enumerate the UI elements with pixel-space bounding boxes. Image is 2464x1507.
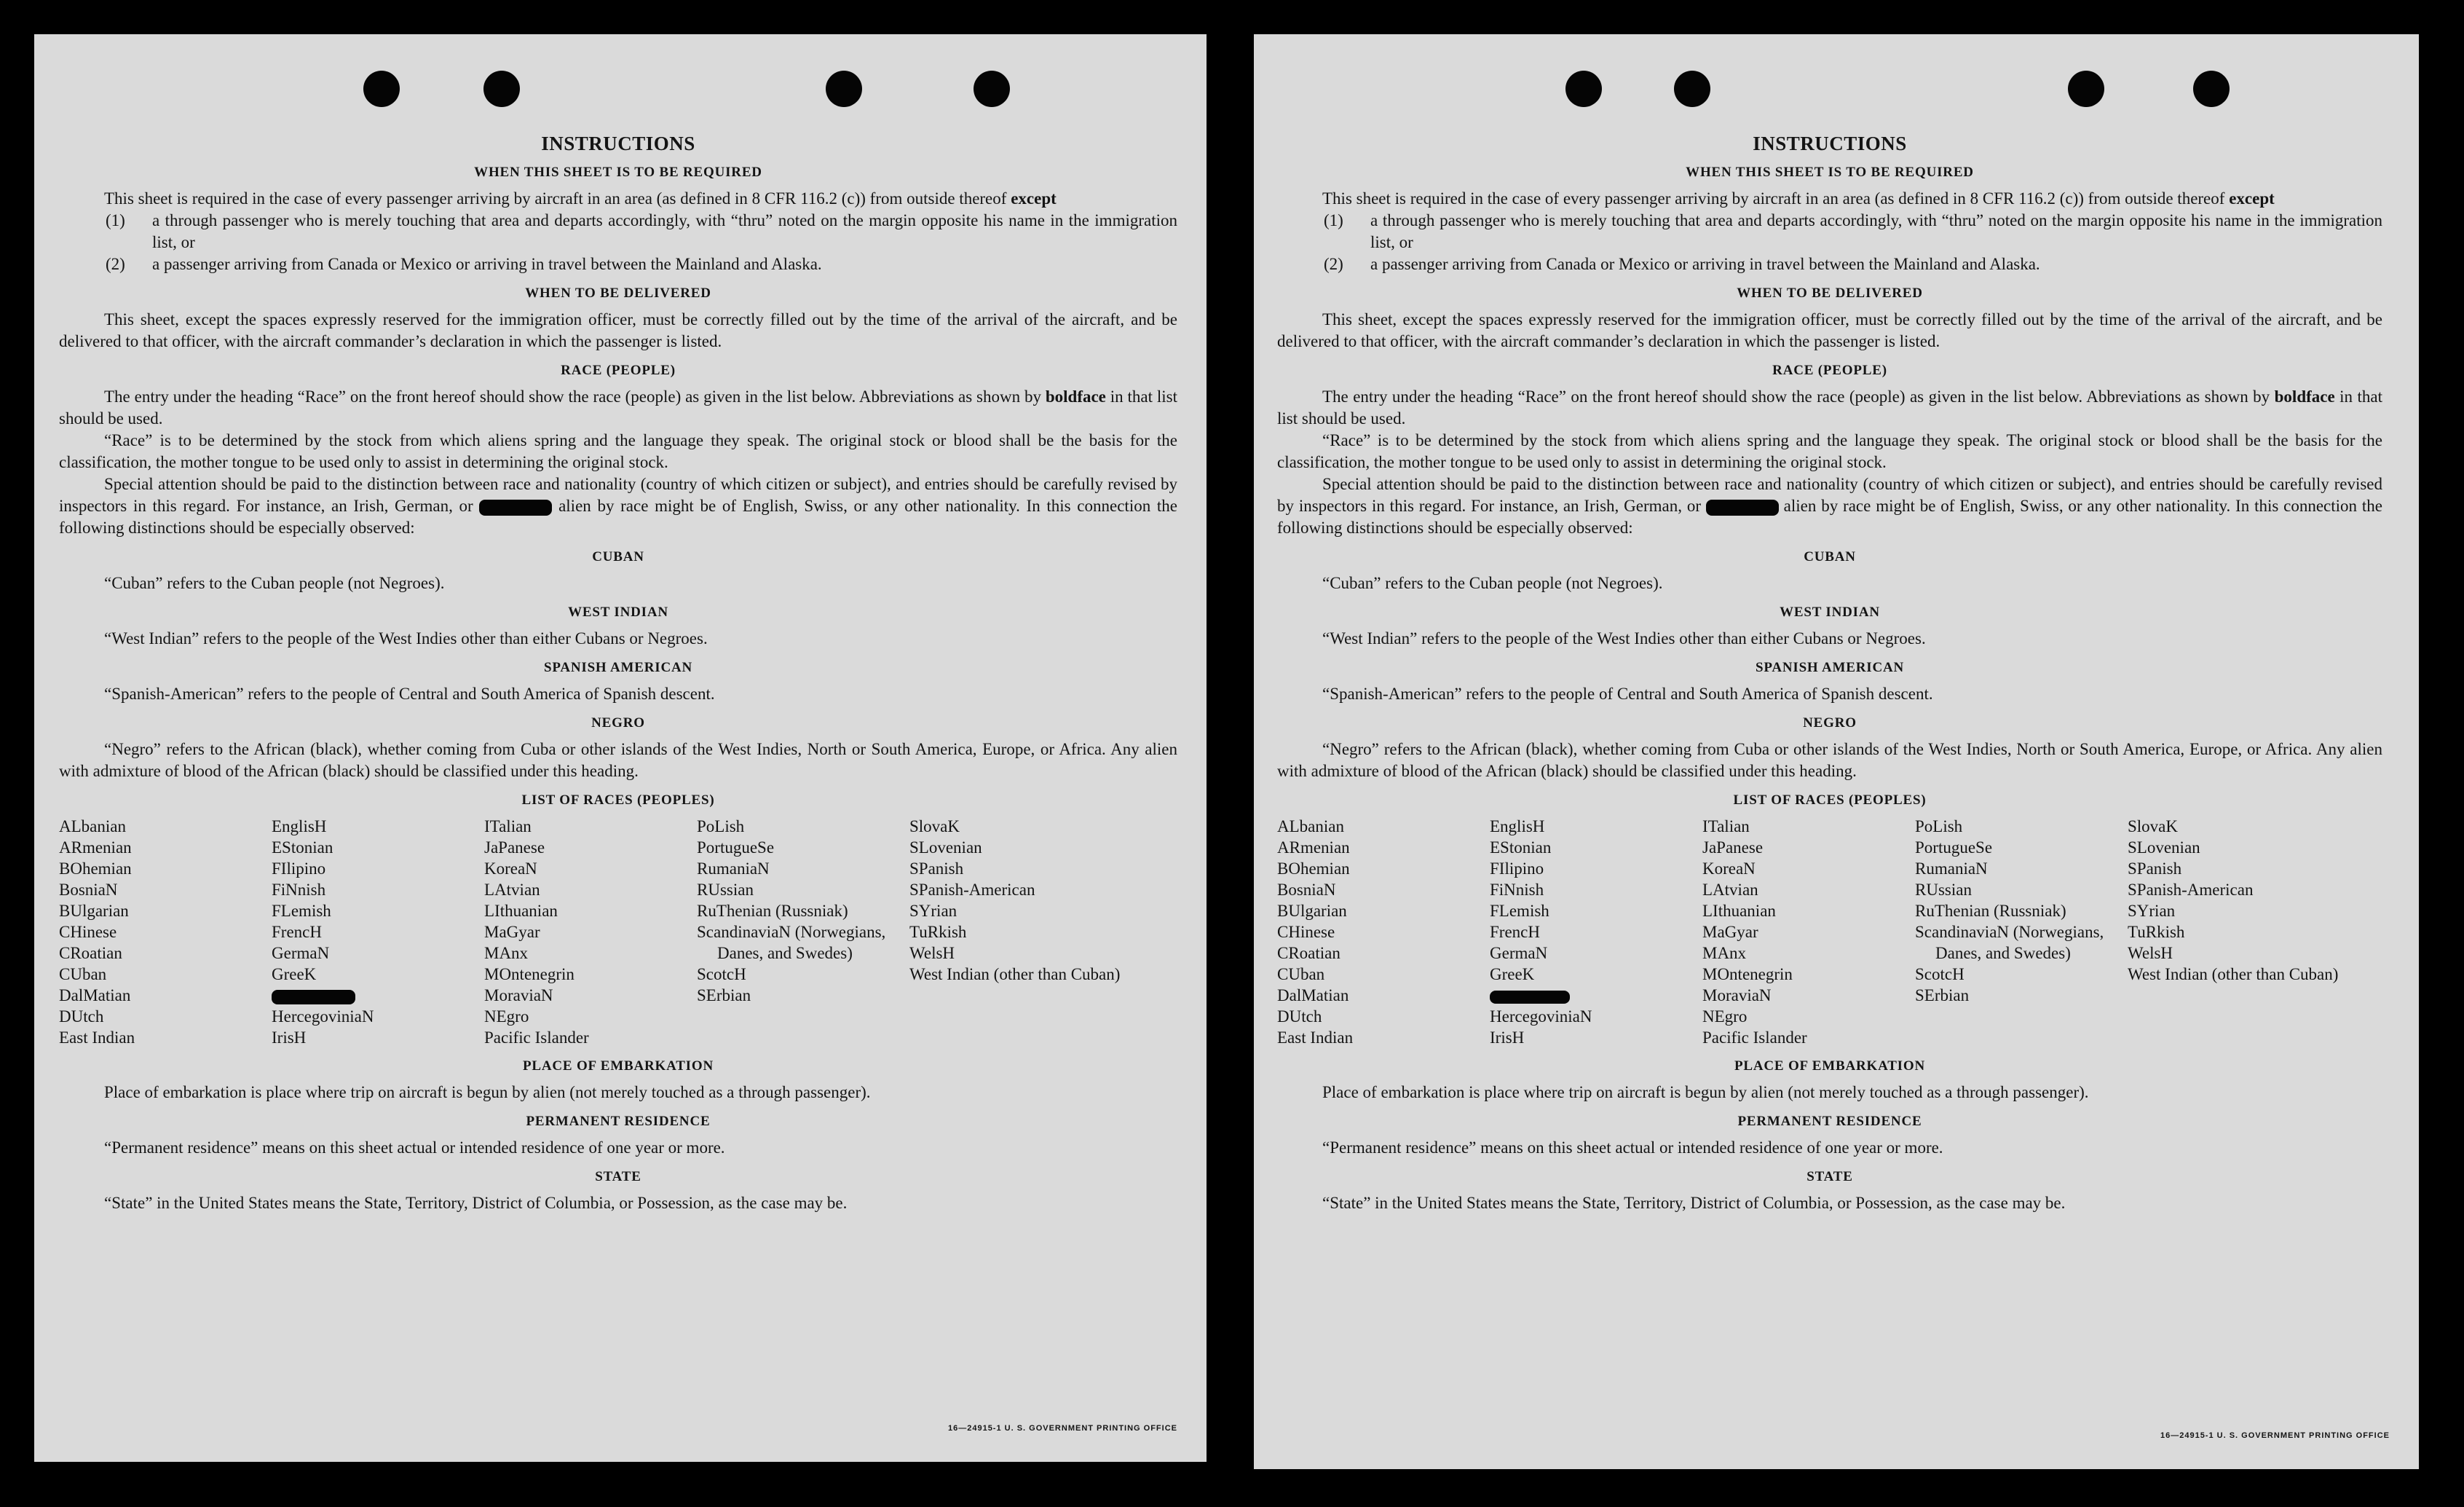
paragraph: The entry under the heading “Race” on the front hereof should show the race (people) as given in the list below. Abbreviations as shown by boldface in that list should be used. bbox=[59, 387, 1178, 428]
race-item: FIlipino bbox=[272, 859, 326, 878]
race-column bbox=[1277, 816, 1490, 1048]
race-item: SlovaK bbox=[909, 817, 960, 835]
race-item: SPanish bbox=[909, 859, 964, 878]
paragraph: This sheet is required in the case of every passenger arriving by aircraft in an area (as defined in 8 CFR 116.2 (c)) from outside thereof except bbox=[1322, 189, 2275, 208]
race-column bbox=[909, 816, 1122, 1048]
punch-hole bbox=[826, 71, 862, 107]
race-item: EStonian bbox=[272, 838, 333, 857]
race-item: BUlgarian bbox=[59, 902, 129, 920]
race-item: WelsH bbox=[909, 944, 955, 962]
race-item: BOhemian bbox=[1277, 859, 1350, 878]
page-title: INSTRUCTIONS bbox=[1753, 133, 1907, 154]
section-heading: STATE bbox=[1806, 1169, 1853, 1184]
race-item: TuRkish bbox=[2128, 923, 2185, 941]
section-heading: WHEN TO BE DELIVERED bbox=[1737, 286, 1923, 301]
section-heading: RACE (PEOPLE) bbox=[1772, 363, 1887, 378]
section-heading: PERMANENT RESIDENCE bbox=[1737, 1114, 1922, 1129]
paragraph: “Race” is to be determined by the stock from which aliens spring and the language they speak. The original stock or blood shall be the basis for the classification, the mother tongue to be used only to assist in determining the original stock. bbox=[59, 431, 1177, 471]
race-item: WelsH bbox=[2128, 944, 2173, 962]
race-list bbox=[59, 816, 1177, 1048]
race-item: RUssian bbox=[697, 881, 754, 899]
race-item: SLovenian bbox=[2128, 838, 2200, 857]
punch-hole bbox=[2193, 71, 2230, 107]
race-column bbox=[1915, 816, 2128, 1048]
race-column bbox=[697, 816, 909, 1048]
race-item: NEgro bbox=[484, 1007, 529, 1026]
section-heading: PLACE OF EMBARKATION bbox=[1734, 1058, 1925, 1074]
exception-item: (2) a passenger arriving from Canada or Mexico or arriving in travel between the Mainland and Alaska. bbox=[1324, 255, 2040, 273]
paragraph: “Negro” refers to the African (black), whether coming from Cuba or other islands of the West Indies, North or South America, Europe, or Africa. Any alien with admixture of blood of the African (black) should be classified under this heading. bbox=[1277, 740, 2382, 780]
race-item: SPanish-American bbox=[909, 881, 1035, 899]
paragraph: “Cuban” refers to the Cuban people (not Negroes). bbox=[104, 574, 445, 592]
section-heading: RACE (PEOPLE) bbox=[561, 363, 676, 378]
race-item: RuThenian (Russniak) bbox=[1915, 902, 2066, 920]
paragraph: Place of embarkation is place where trip on aircraft is begun by alien (not merely touched as a through passenger). bbox=[1322, 1083, 2089, 1101]
section-heading: WEST INDIAN bbox=[568, 605, 668, 620]
race-item: FIlipino bbox=[1490, 859, 1544, 878]
race-item: RumaniaN bbox=[697, 859, 770, 878]
section-heading: WEST INDIAN bbox=[1780, 605, 1880, 620]
race-item: GreeK bbox=[272, 965, 317, 983]
race-item: MOntenegrin bbox=[1702, 965, 1793, 983]
section-heading: WHEN THIS SHEET IS TO BE REQUIRED bbox=[474, 165, 762, 180]
race-item: CUban bbox=[59, 965, 107, 983]
race-item: CUban bbox=[1277, 965, 1325, 983]
race-item: MAnx bbox=[1702, 944, 1747, 962]
race-item: JaPanese bbox=[484, 838, 545, 857]
race-item: MaGyar bbox=[484, 923, 540, 941]
race-item: CRoatian bbox=[1277, 944, 1340, 962]
section-heading: NEGRO bbox=[591, 715, 645, 731]
race-column bbox=[1490, 816, 1702, 1048]
race-item: GermaN bbox=[272, 944, 330, 962]
race-item: EnglisH bbox=[272, 817, 327, 835]
race-item: BosniaN bbox=[59, 881, 118, 899]
race-item: Pacific Islander bbox=[1702, 1028, 1807, 1047]
race-item: PortugueSe bbox=[1915, 838, 1993, 857]
paragraph: “Spanish-American” refers to the people of Central and South America of Spanish descent. bbox=[1322, 685, 1933, 703]
race-item: CHinese bbox=[1277, 923, 1335, 941]
race-item: MOntenegrin bbox=[484, 965, 574, 983]
paragraph: “State” in the United States means the State, Territory, District of Columbia, or Possession, as the case may be. bbox=[104, 1194, 848, 1212]
race-item: LAtvian bbox=[1702, 881, 1758, 899]
paragraph: “Permanent residence” means on this sheet actual or intended residence of one year or more. bbox=[1322, 1138, 1943, 1157]
race-item: ScotcH bbox=[1915, 965, 1965, 983]
punch-hole bbox=[483, 71, 520, 107]
punch-hole bbox=[363, 71, 400, 107]
page-content bbox=[59, 133, 1177, 1447]
exception-item: (2) a passenger arriving from Canada or Mexico or arriving in travel between the Mainland and Alaska. bbox=[106, 255, 822, 273]
paragraph: “Cuban” refers to the Cuban people (not Negroes). bbox=[1322, 574, 1663, 592]
race-column bbox=[484, 816, 697, 1048]
paragraph: This sheet, except the spaces expressly reserved for the immigration officer, must be correctly filled out by the time of the arrival of the aircraft, and be delivered to that officer, with the aircraft commander’s declaration in which the passenger is listed. bbox=[1277, 310, 2382, 350]
race-item: MoraviaN bbox=[1702, 986, 1772, 1004]
race-item: PoLish bbox=[1915, 817, 1963, 835]
race-item: BOhemian bbox=[59, 859, 132, 878]
race-item: FLemish bbox=[272, 902, 331, 920]
paragraph: Place of embarkation is place where trip on aircraft is begun by alien (not merely touched as a through passenger). bbox=[104, 1083, 871, 1101]
paragraph: “West Indian” refers to the people of the West Indies other than either Cubans or Negroes. bbox=[1322, 629, 1926, 648]
race-item: EStonian bbox=[1490, 838, 1552, 857]
paragraph: Special attention should be paid to the distinction between race and nationality (country of which citizen or subject), and entries should be carefully revised by inspectors in this regard. For instance, an Irish, German, or alien by race might be of English, Swiss, or any other nationality. In this connection the following distinctions should be especially observed: bbox=[1277, 475, 2382, 537]
race-item: LIthuanian bbox=[1702, 902, 1776, 920]
paragraph: “West Indian” refers to the people of the West Indies other than either Cubans or Negroes. bbox=[104, 629, 708, 648]
redaction-mark bbox=[1706, 500, 1779, 516]
punch-hole bbox=[1674, 71, 1710, 107]
page-title: INSTRUCTIONS bbox=[541, 133, 695, 154]
race-item: DalMatian bbox=[59, 986, 131, 1004]
redaction-mark bbox=[272, 990, 355, 1004]
race-item: IrisH bbox=[1490, 1028, 1525, 1047]
section-heading: WHEN TO BE DELIVERED bbox=[525, 286, 711, 301]
section-heading: SPANISH AMERICAN bbox=[1755, 660, 1905, 675]
race-item: MAnx bbox=[484, 944, 529, 962]
race-item: SYrian bbox=[2128, 902, 2176, 920]
paragraph: “Race” is to be determined by the stock from which aliens spring and the language they speak. The original stock or blood shall be the basis for the classification, the mother tongue to be used only to assist in determining the original stock. bbox=[1277, 431, 2382, 471]
section-heading: PERMANENT RESIDENCE bbox=[526, 1114, 711, 1129]
race-item: NEgro bbox=[1702, 1007, 1748, 1026]
race-column bbox=[272, 816, 484, 1048]
punch-hole bbox=[1565, 71, 1602, 107]
race-column bbox=[59, 816, 272, 1048]
race-item: FiNnish bbox=[272, 881, 326, 899]
race-item: EnglisH bbox=[1490, 817, 1545, 835]
section-heading: CUBAN bbox=[1804, 549, 1856, 564]
race-item: RUssian bbox=[1915, 881, 1972, 899]
race-item: SYrian bbox=[909, 902, 957, 920]
section-heading: STATE bbox=[595, 1169, 641, 1184]
redaction-mark bbox=[479, 500, 552, 516]
race-item: DalMatian bbox=[1277, 986, 1349, 1004]
race-item: ALbanian bbox=[1277, 817, 1344, 835]
printing-office-code: 16—24915-1 U. S. GOVERNMENT PRINTING OFFICE bbox=[2160, 1431, 2390, 1440]
paragraph: “Negro” refers to the African (black), whether coming from Cuba or other islands of the West Indies, North or South America, Europe, or Africa. Any alien with admixture of blood of the African (black) should be classified under this heading. bbox=[59, 740, 1177, 780]
race-item: CHinese bbox=[59, 923, 117, 941]
document-page-left bbox=[34, 34, 1207, 1462]
race-item: KoreaN bbox=[1702, 859, 1756, 878]
paragraph: This sheet is required in the case of every passenger arriving by aircraft in an area (as defined in 8 CFR 116.2 (c)) from outside thereof except bbox=[104, 189, 1057, 208]
race-item: East Indian bbox=[59, 1028, 135, 1047]
race-item: SErbian bbox=[1915, 986, 1970, 1004]
race-item: LAtvian bbox=[484, 881, 540, 899]
race-item: West Indian (other than Cuban) bbox=[2128, 965, 2339, 983]
race-item: TuRkish bbox=[909, 923, 967, 941]
race-item: FrencH bbox=[1490, 923, 1540, 941]
race-item-redacted bbox=[272, 985, 484, 1006]
race-item: BUlgarian bbox=[1277, 902, 1347, 920]
race-item: Pacific Islander bbox=[484, 1028, 589, 1047]
race-item: ALbanian bbox=[59, 817, 126, 835]
race-item: MoraviaN bbox=[484, 986, 553, 1004]
paragraph: This sheet, except the spaces expressly reserved for the immigration officer, must be correctly filled out by the time of the arrival of the aircraft, and be delivered to that officer, with the aircraft commander’s declaration in which the passenger is listed. bbox=[59, 310, 1177, 350]
race-item: ARmenian bbox=[1277, 838, 1350, 857]
race-item: West Indian (other than Cuban) bbox=[909, 965, 1121, 983]
exception-item: (1) a through passenger who is merely touching that area and departs accordingly, with “thru” noted on the margin opposite his name in the immigration list, or bbox=[106, 211, 1177, 251]
race-item: ScandinaviaN (Norwegians, Danes, and Swedes) bbox=[1915, 923, 2104, 962]
page-content bbox=[1277, 133, 2382, 1455]
race-item: CRoatian bbox=[59, 944, 122, 962]
race-item: ARmenian bbox=[59, 838, 132, 857]
race-item: RumaniaN bbox=[1915, 859, 1988, 878]
race-item: GreeK bbox=[1490, 965, 1535, 983]
race-item: BosniaN bbox=[1277, 881, 1336, 899]
race-item: HercegoviniaN bbox=[1490, 1007, 1592, 1026]
race-item: DUtch bbox=[59, 1007, 104, 1026]
race-item: PoLish bbox=[697, 817, 745, 835]
race-item: ITalian bbox=[484, 817, 532, 835]
section-heading: NEGRO bbox=[1803, 715, 1857, 731]
race-item: FrencH bbox=[272, 923, 322, 941]
race-item: ScandinaviaN (Norwegians, Danes, and Swedes) bbox=[697, 923, 886, 962]
race-item: East Indian bbox=[1277, 1028, 1354, 1047]
race-column bbox=[2128, 816, 2340, 1048]
section-heading: CUBAN bbox=[592, 549, 644, 564]
race-item: LIthuanian bbox=[484, 902, 558, 920]
race-item: KoreaN bbox=[484, 859, 537, 878]
race-item: SErbian bbox=[697, 986, 751, 1004]
race-column bbox=[1702, 816, 1915, 1048]
exception-item: (1) a through passenger who is merely touching that area and departs accordingly, with “thru” noted on the margin opposite his name in the immigration list, or bbox=[1324, 211, 2382, 251]
race-item: IrisH bbox=[272, 1028, 307, 1047]
race-item: HercegoviniaN bbox=[272, 1007, 374, 1026]
race-item: MaGyar bbox=[1702, 923, 1758, 941]
race-item: SLovenian bbox=[909, 838, 982, 857]
race-item: FiNnish bbox=[1490, 881, 1544, 899]
punch-hole bbox=[2068, 71, 2104, 107]
redaction-mark bbox=[1490, 991, 1570, 1004]
paragraph: “Spanish-American” refers to the people of Central and South America of Spanish descent. bbox=[104, 685, 715, 703]
race-item: SlovaK bbox=[2128, 817, 2178, 835]
race-item: PortugueSe bbox=[697, 838, 775, 857]
section-heading: SPANISH AMERICAN bbox=[543, 660, 693, 675]
punch-hole bbox=[974, 71, 1010, 107]
race-item: SPanish-American bbox=[2128, 881, 2254, 899]
section-heading: PLACE OF EMBARKATION bbox=[523, 1058, 714, 1074]
race-item: RuThenian (Russniak) bbox=[697, 902, 848, 920]
race-item: FLemish bbox=[1490, 902, 1549, 920]
race-item: SPanish bbox=[2128, 859, 2182, 878]
paragraph: Special attention should be paid to the distinction between race and nationality (country of which citizen or subject), and entries should be carefully revised by inspectors in this regard. For instance, an Irish, German, or alien by race might be of English, Swiss, or any other nationality. In this connection the following distinctions should be especially observed: bbox=[59, 475, 1177, 537]
section-heading: WHEN THIS SHEET IS TO BE REQUIRED bbox=[1686, 165, 1974, 180]
race-item: ScotcH bbox=[697, 965, 746, 983]
race-item: ITalian bbox=[1702, 817, 1750, 835]
race-item: GermaN bbox=[1490, 944, 1548, 962]
race-item: JaPanese bbox=[1702, 838, 1764, 857]
paragraph: “State” in the United States means the State, Territory, District of Columbia, or Possession, as the case may be. bbox=[1322, 1194, 2066, 1212]
section-heading: LIST OF RACES (PEOPLES) bbox=[521, 792, 715, 808]
race-item-redacted bbox=[1490, 985, 1702, 1006]
paragraph: The entry under the heading “Race” on the front hereof should show the race (people) as given in the list below. Abbreviations as shown by boldface in that list should be used. bbox=[1277, 387, 2382, 428]
paragraph: “Permanent residence” means on this sheet actual or intended residence of one year or more. bbox=[104, 1138, 725, 1157]
printing-office-code: 16—24915-1 U. S. GOVERNMENT PRINTING OFFICE bbox=[947, 1424, 1177, 1433]
race-list bbox=[1277, 816, 2382, 1048]
section-heading: LIST OF RACES (PEOPLES) bbox=[1733, 792, 1927, 808]
race-item: DUtch bbox=[1277, 1007, 1322, 1026]
document-page-right bbox=[1254, 34, 2419, 1469]
